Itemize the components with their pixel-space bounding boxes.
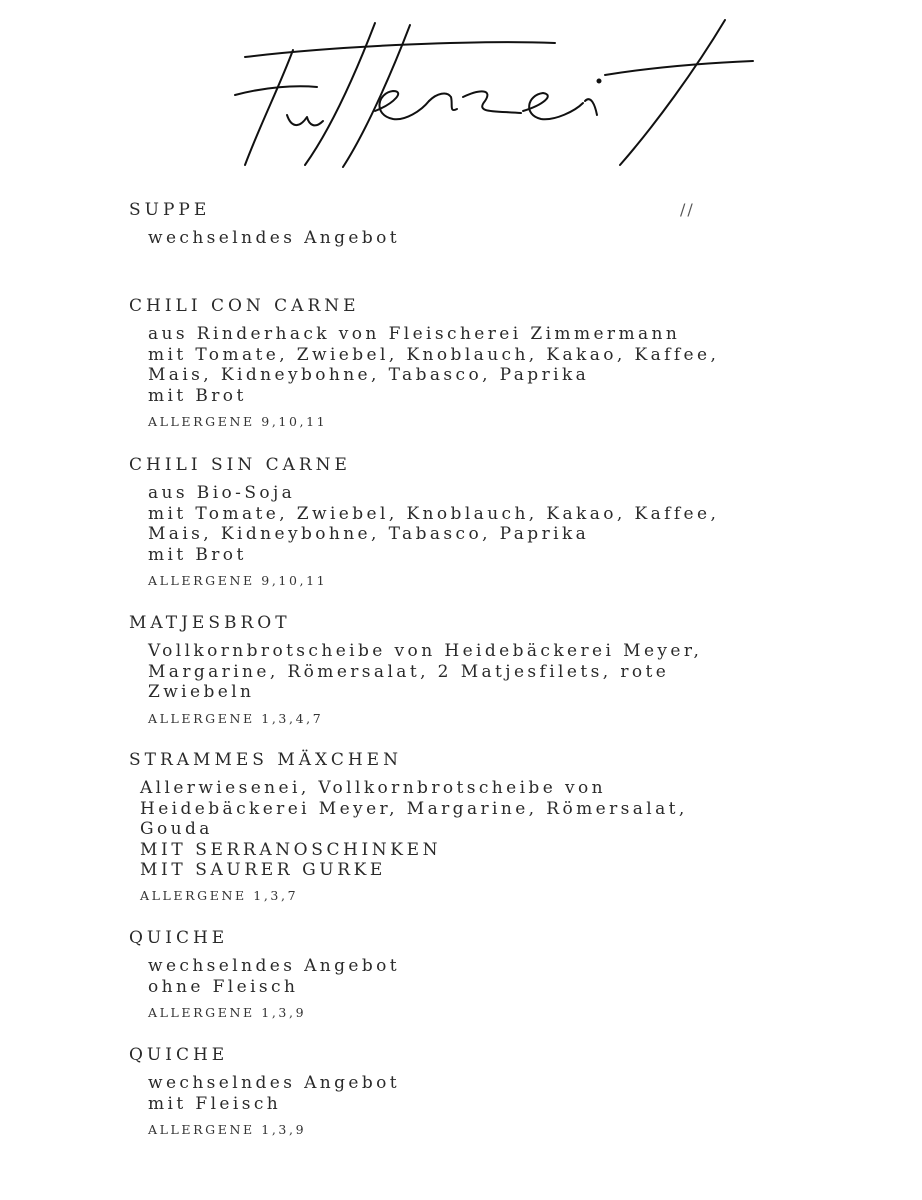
item-title: CHILI CON CARNE [129, 296, 360, 316]
item-title: CHILI SIN CARNE [129, 455, 351, 475]
menu-item-chili-con-carne [129, 295, 719, 430]
menu-item-quiche-fleisch [129, 1044, 400, 1138]
item-title: STRAMMES MÄXCHEN [129, 750, 402, 770]
menu-item-chili-sin-carne [129, 454, 719, 589]
item-option-saure-gurke: MIT SAURER GURKE [140, 859, 386, 880]
item-description: Allerwiesenei, Vollkornbrotscheibe von Heidebäckerei Meyer, Margarine, Römersalat, Gouda [140, 778, 688, 839]
menu-item-suppe [129, 199, 400, 249]
item-allergens: ALLERGENE 1,3,9 [148, 1005, 307, 1020]
item-allergens: ALLERGENE 9,10,11 [148, 414, 328, 429]
separator-mark: // [680, 200, 695, 219]
item-allergens: ALLERGENE 9,10,11 [148, 573, 328, 588]
item-title: QUICHE [129, 1045, 229, 1065]
item-title: QUICHE [129, 928, 229, 948]
item-description: Vollkornbrotscheibe von Heidebäckerei Meyer, Margarine, Römersalat, 2 Matjesfilets, rote Zwiebeln [148, 641, 703, 702]
item-description: wechselndes Angebot [148, 228, 401, 248]
item-allergens: ALLERGENE 1,3,7 [140, 887, 299, 903]
item-title: SUPPE [129, 200, 211, 220]
item-description: wechselndes Angebot ohne Fleisch [148, 956, 401, 997]
item-option-serranoschinken: MIT SERRANOSCHINKEN [140, 839, 442, 860]
menu-item-quiche-vegetarisch [129, 927, 400, 1021]
item-description: aus Bio-Soja mit Tomate, Zwiebel, Knoblauch, Kakao, Kaffee, Mais, Kidneybohne, Tabasco, Paprika mit Brot [148, 483, 720, 565]
item-description: wechselndes Angebot mit Fleisch [148, 1073, 401, 1114]
item-allergens: ALLERGENE 1,3,4,7 [148, 710, 324, 726]
item-description: aus Rinderhack von Fleischerei Zimmermann mit Tomate, Zwiebel, Knoblauch, Kakao, Kaffee, Mais, Kidneybohne, Tabasco, Paprika mit Brot [148, 324, 720, 406]
item-title: MATJESBROT [129, 613, 291, 633]
menu-item-strammes-maexchen [129, 749, 688, 904]
item-allergens: ALLERGENE 1,3,9 [148, 1122, 307, 1137]
menu-item-matjesbrot [129, 612, 702, 727]
